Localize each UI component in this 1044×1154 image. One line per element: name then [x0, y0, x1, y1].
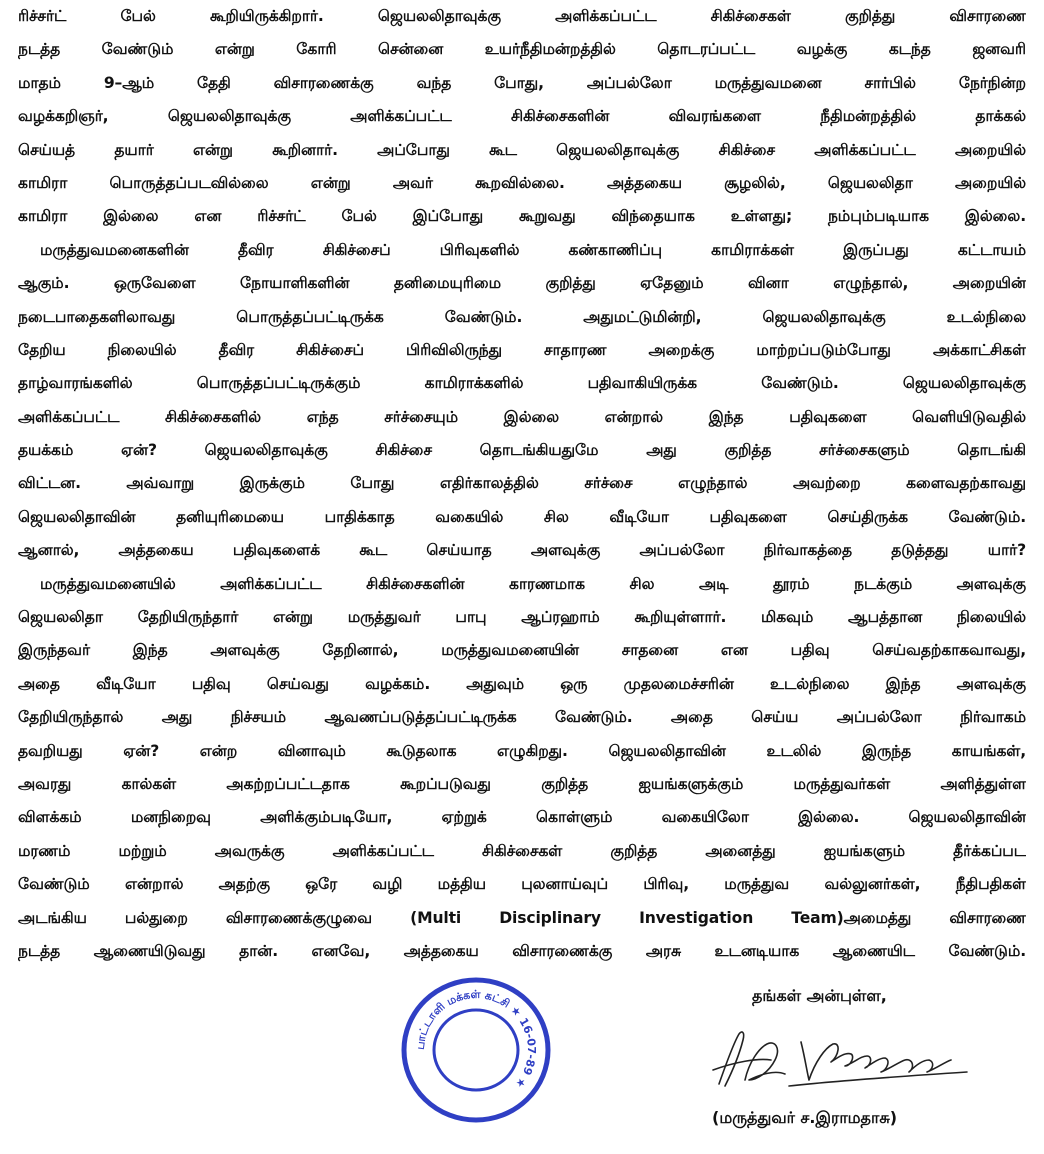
text-line: ஆகும். ஒருவேளை நோயாளிகளின் தனிமையுரிமை குறித்து ஏதேனும் வினா எழுந்தால், அறையின் — [18, 274, 1026, 293]
text-line: தேறியிருந்தால் அது நிச்சயம் ஆவணப்படுத்தப்பட்டிருக்க வேண்டும். அதை செய்ய அப்பல்லோ நிர்வாகம் — [18, 708, 1026, 727]
text-line: அவரது கால்கள் அகற்றப்பட்டதாக கூறப்படுவது குறித்த ஐயங்களுக்கும் மருத்துவர்கள் அளித்துள்ள — [18, 774, 1026, 793]
text-line: வழக்கறிஞர், ஜெயலலிதாவுக்கு அளிக்கப்பட்ட சிகிச்சைகளின் விவரங்களை நீதிமன்றத்தில் தாக்கல் — [18, 107, 1026, 126]
text-line: ரிச்சர்ட் பேல் கூறியிருக்கிறார். ஜெயலலிதாவுக்கு அளிக்கப்பட்ட சிகிச்சைகள் குறித்து விசாரணை — [18, 7, 1026, 25]
text-line: அதை வீடியோ பதிவு செய்வது வழக்கம். அதுவும் ஒரு முதலமைச்சரின் உடல்நிலை இந்த அளவுக்கு — [18, 674, 1026, 693]
text-line: ஜெயலலிதாவின் தனியுரிமையை பாதிக்காத வகையில் சில வீடியோ பதிவுகளை செய்திருக்க வேண்டும். — [18, 507, 1026, 526]
text-line: ஆனால், அத்தகைய பதிவுகளைக் கூட செய்யாத அளவுக்கு அப்பல்லோ நிர்வாகத்தை தடுத்தது யார்? — [18, 541, 1026, 560]
text-line: அளிக்கப்பட்ட சிகிச்சைகளில் எந்த சர்ச்சையும் இல்லை என்றால் இந்த பதிவுகளை வெளியிடுவதில் — [18, 407, 1026, 426]
text-line: மரணம் மற்றும் அவருக்கு அளிக்கப்பட்ட சிகிச்சைகள் குறித்த அனைத்து ஐயங்களும் தீர்க்கப்பட — [18, 841, 1026, 860]
text-line: காமிரா இல்லை என ரிச்சர்ட் பேல் இப்போது கூறுவது விந்தையாக உள்ளது; நம்பும்படியாக இல்லை. — [18, 207, 1026, 226]
text-line: நடைபாதைகளிலாவது பொருத்தப்பட்டிருக்க வேண்டும். அதுமட்டுமின்றி, ஜெயலலிதாவுக்கு உடல்நிலை — [18, 307, 1026, 326]
handwritten-signature — [705, 1022, 975, 1097]
text-line: தயக்கம் ஏன்? ஜெயலலிதாவுக்கு சிகிச்சை தொடங்கியதுமே அது குறித்த சர்ச்சைகளும் தொடங்கி — [18, 441, 1026, 460]
text-line: தவறியது ஏன்? என்ற வினாவும் கூடுதலாக எழுகிறது. ஜெயலலிதாவின் உடலில் இருந்த காயங்கள், — [18, 741, 1026, 760]
text-line: ஜெயலலிதா தேறியிருந்தார் என்று மருத்துவர் பாபு ஆப்ரஹாம் கூறியுள்ளார். மிகவும் ஆபத்தான நிலையில் — [18, 608, 1026, 627]
text-line: நடத்த வேண்டும் என்று கோரி சென்னை உயர்நீதிமன்றத்தில் தொடரப்பட்ட வழக்கு கடந்த ஜனவரி — [18, 40, 1026, 59]
text-line: நடத்த ஆணையிடுவது தான். எனவே, அத்தகைய விசாரணைக்கு அரசு உடனடியாக ஆணையிட வேண்டும். — [18, 941, 1026, 960]
svg-text:பாட்டாளி மக்கள் கட்சி ★ 16-07- — [414, 988, 538, 1091]
seal-ring-text: பாட்டாளி மக்கள் கட்சி ★ 16-07-89 ★ — [413, 987, 539, 1091]
text-line: தேறிய நிலையில் தீவிர சிகிச்சைப் பிரிவிலிருந்து சாதாரண அறைக்கு மாற்றப்படும்போது அக்காட்சிகள் — [18, 340, 1026, 359]
text-line: தாழ்வாரங்களில் பொருத்தப்பட்டிருக்கும் காமிராக்களில் பதிவாகியிருக்க வேண்டும். ஜெயலலிதாவுக்கு — [18, 374, 1026, 393]
text-line: மருத்துவமனையில் அளிக்கப்பட்ட சிகிச்சைகளின் காரணமாக சில அடி தூரம் நடக்கும் அளவுக்கு — [40, 574, 1026, 593]
text-line: செய்யத் தயார் என்று கூறினார். அப்போது கூட ஜெயலலிதாவுக்கு சிகிச்சை அளிக்கப்பட்ட அறையில் — [18, 140, 1026, 159]
text-line: வேண்டும் என்றால் அதற்கு ஒரே வழி மத்திய புலனாய்வுப் பிரிவு, மருத்துவ வல்லுனர்கள், நீதிபதிகள் — [18, 875, 1026, 894]
text-line: மாதம் 9–ஆம் தேதி விசாரணைக்கு வந்த போது, அப்பல்லோ மருத்துவமனை சார்பில் நேர்நின்ற — [18, 73, 1026, 92]
letter-body — [18, 0, 1026, 968]
text-line: இருந்தவர் இந்த அளவுக்கு தேறினால், மருத்துவமனையின் சாதனை என பதிவு செய்வதற்காகவாவது, — [18, 641, 1026, 660]
signatory-name: (மருத்துவர் ச.இராமதாசு) — [712, 1108, 898, 1127]
text-line: மருத்துவமனைகளின் தீவிர சிகிச்சைப் பிரிவுகளில் கண்காணிப்பு காமிராக்கள் இருப்பது கட்டாயம் — [40, 240, 1026, 259]
text-line: விட்டன. அவ்வாறு இருக்கும் போது எதிர்காலத்தில் சர்ச்சை எழுந்தால் அவற்றை களைவதற்காவது — [18, 474, 1026, 493]
text-line: அடங்கிய பல்துறை விசாரணைக்குழுவை (Multi Disciplinary Investigation Team)அமைத்து விசாரணை — [18, 908, 1026, 927]
party-seal-stamp — [400, 975, 552, 1125]
text-line: காமிரா பொருத்தப்படவில்லை என்று அவர் கூறவில்லை. அத்தகைய சூழலில், ஜெயலலிதா அறையில் — [18, 173, 1026, 192]
closing-salutation: தங்கள் அன்புள்ள, — [752, 986, 887, 1005]
text-line: விளக்கம் மனநிறைவு அளிக்கும்படியோ, ஏற்றுக் கொள்ளும் வகையிலோ இல்லை. ஜெயலலிதாவின் — [18, 808, 1026, 827]
